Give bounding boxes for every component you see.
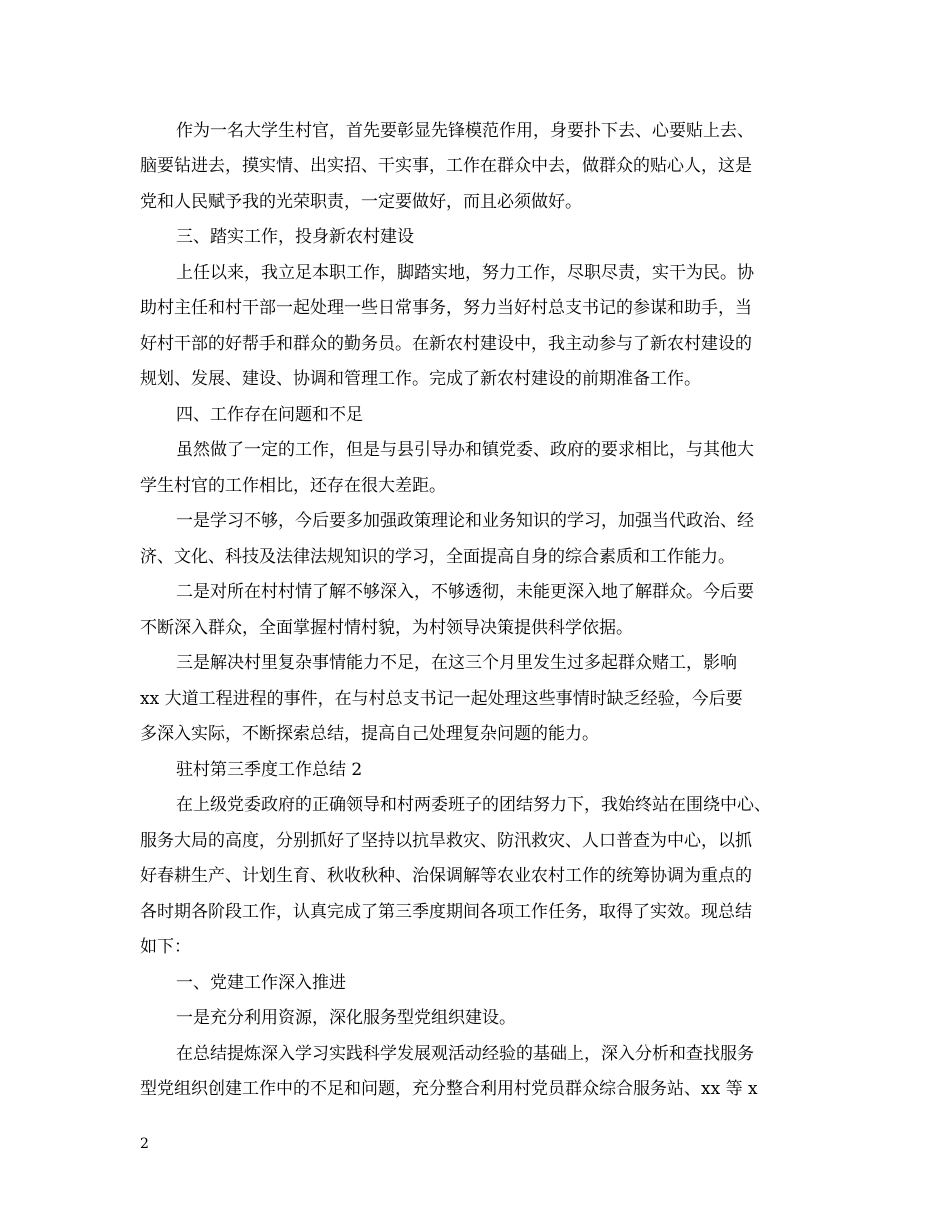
- text-line: 服务大局的高度，分别抓好了坚持以抗旱救灾、防汛救灾、人口普查为中心，以抓: [140, 831, 752, 851]
- text-line: 规划、发展、建设、协调和管理工作。完成了新农村建设的前期准备工作。: [140, 369, 701, 389]
- section-heading: 三、踏实工作，投身新农村建设: [176, 227, 414, 247]
- page-number: 2: [140, 1136, 149, 1152]
- text-line: 一是学习不够，今后要多加强政策理论和业务知识的学习，加强当代政治、经: [176, 511, 754, 531]
- text-line: 如下：: [140, 937, 191, 957]
- text-line: 上任以来，我立足本职工作，脚踏实地，努力工作，尽职尽责，实干为民。协: [176, 263, 754, 283]
- section-heading: 一、党建工作深入推进: [176, 973, 346, 993]
- text-line: 各时期各阶段工作，认真完成了第三季度期间各项工作任务，取得了实效。现总结: [140, 902, 752, 922]
- text-line: 型党组织创建工作中的不足和问题，充分整合利用村党员群众综合服务站、xx 等 x: [140, 1079, 758, 1099]
- text-line: 三是解决村里复杂事情能力不足，在这三个月里发生过多起群众赌工，影响: [176, 653, 737, 673]
- section-heading: 四、工作存在问题和不足: [176, 405, 363, 425]
- text-line: 好春耕生产、计划生育、秋收秋种、治保调解等农业农村工作的统筹协调为重点的: [140, 866, 752, 886]
- text-line: 一是充分利用资源，深化服务型党组织建设。: [176, 1008, 516, 1028]
- section-heading: 驻村第三季度工作总结 2: [176, 760, 363, 780]
- text-line: 二是对所在村村情了解不够深入，不够透彻，未能更深入地了解群众。今后要: [176, 582, 754, 602]
- text-line: 在上级党委政府的正确领导和村两委班子的团结努力下，我始终站在围绕中心、: [176, 795, 771, 815]
- text-line: 在总结提炼深入学习实践科学发展观活动经验的基础上，深入分析和查找服务: [176, 1044, 754, 1064]
- text-line: 助村主任和村干部一起处理一些日常事务，努力当好村总支书记的参谋和助手，当: [140, 298, 752, 318]
- text-line: 脑要钻进去，摸实情、出实招、干实事，工作在群众中去，做群众的贴心人，这是: [140, 156, 752, 176]
- text-line: 不断深入群众，全面掌握村情村貌，为村领导决策提供科学依据。: [140, 618, 633, 638]
- text-line: 学生村官的工作相比，还存在很大差距。: [140, 476, 446, 496]
- text-line: 作为一名大学生村官，首先要彰显先锋模范作用，身要扑下去、心要贴上去、: [176, 121, 754, 141]
- text-line: 虽然做了一定的工作，但是与县引导办和镇党委、政府的要求相比，与其他大: [176, 440, 754, 460]
- text-line: 多深入实际，不断探索总结，提高自己处理复杂问题的能力。: [140, 724, 599, 744]
- text-line: 好村干部的好帮手和群众的勤务员。在新农村建设中，我主动参与了新农村建设的: [140, 334, 752, 354]
- text-line: 党和人民赋予我的光荣职责，一定要做好，而且必须做好。: [140, 192, 582, 212]
- text-line: 济、文化、科技及法律法规知识的学习，全面提高自身的综合素质和工作能力。: [140, 547, 735, 567]
- text-line: xx 大道工程进程的事件，在与村总支书记一起处理这些事情时缺乏经验，今后要: [140, 689, 743, 709]
